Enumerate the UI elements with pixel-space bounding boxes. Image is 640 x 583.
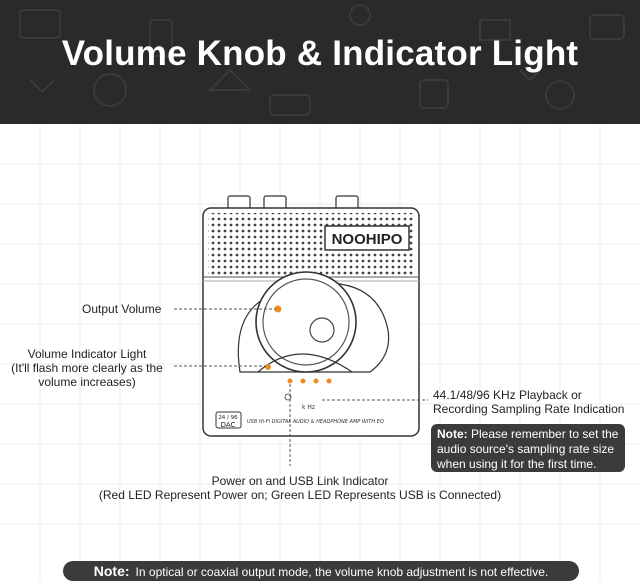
volume-indicator-label: Volume Indicator Light (It'll flash more clearly as the volume increases): [11, 347, 163, 389]
knob-dimple: [310, 318, 334, 342]
model-text: USB Hi-Fi DIGITAL AUDIO & HEADPHONE AMP WITH EQ: [247, 419, 384, 425]
output-volume-label: Output Volume: [82, 302, 162, 316]
svg-text:DAC: DAC: [220, 421, 236, 429]
led-caption: k Hz: [302, 404, 316, 411]
sampling-rate-label: 44.1/48/96 KHz Playback or Recording Sampling Rate Indication: [433, 388, 625, 416]
bottom-note: Note: In optical or coaxial output mode, the volume knob adjustment is not effective.: [63, 561, 579, 581]
sampling-note-box: Note: Please remember to set the audio source's sampling rate size when using it for the first time.: [431, 424, 625, 472]
page-title: Volume Knob & Indicator Light: [61, 34, 579, 73]
power-led: [288, 379, 293, 384]
rate-led-44: [301, 379, 306, 384]
svg-text:24 / 96: 24 / 96: [218, 415, 238, 421]
brand-logo: NOOHIPO: [331, 231, 403, 248]
rate-led-48: [314, 379, 319, 384]
volume-indicator-led: [265, 364, 271, 370]
power-usb-label: Power on and USB Link Indicator (Red LED Represent Power on; Green LED Represents USB is Connected): [98, 474, 502, 502]
rate-led-96: [327, 379, 332, 384]
